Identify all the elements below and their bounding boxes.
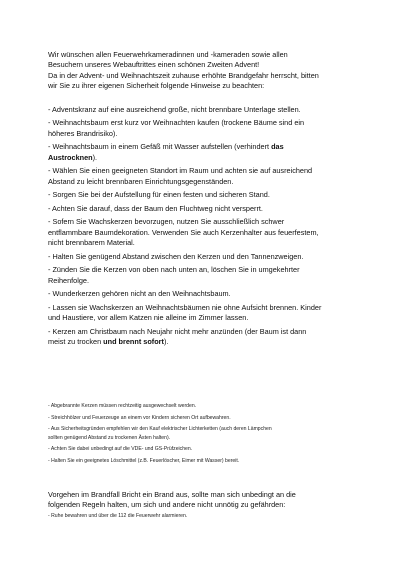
tip-standort-cont: Abstand zu leicht brennbaren Einrichtungsgegenständen. [48,176,234,186]
outro-line: Vorgehen im Brandfall Bricht ein Brand aus, sollte man sich unbedingt an die [48,490,296,499]
intro-line: wir Sie zu ihrer eigenen Sicherheit folgende Hinweise zu beachten: [48,81,265,91]
tip-wachskerzen-cont: entflammbare Baumdekoration. Verwenden Sie auch Kerzenhalter aus feuerfestem, [48,227,319,237]
tip-abstand: - Halten Sie genügend Abstand zwischen den Kerzen und den Tannenzweigen. [48,251,304,261]
intro-line: Wir wünschen allen Feuerwehrkameradinnen und -kameraden sowie allen [48,50,288,59]
small-tip: - Streichhölzer und Feuerzeuge an einem vor Kindern sicheren Ort aufbewahren. [48,414,231,421]
tip-anzuenden: - Zünden Sie die Kerzen von oben nach unten an, löschen Sie in umgekehrter [48,265,300,275]
tip-wachskerzen-cont: nicht brennbarem Material. [48,238,135,248]
intro-line: Da in der Advent- und Weihnachtszeit zuhause erhöhte Brandgefahr herrscht, bitten [48,70,319,80]
tip-standort: - Wählen Sie einen geeigneten Standort im Raum und achten sie auf ausreichend [48,166,313,176]
tip-gefaess-bold: das [271,142,284,152]
tip-neujahr-text: meist zu trocken [48,337,104,347]
tip-kaufen: - Weihnachtsbaum erst kurz vor Weihnachten kaufen (trockene Bäume sind ein [48,118,305,128]
outro-tip: - Ruhe bewahren und über die 112 die Feuerwehr alarmieren. [48,512,188,519]
tip-gefaess-text: - Weihnachtsbaum in einem Gefäß mit Wasser aufstellen (verhindert [48,142,272,152]
tip-adventskranz: - Adventskranz auf eine ausreichend große, nicht brennbare Unterlage stellen. [48,104,301,114]
tip-gefaess-cont [48,153,360,163]
small-tip: - Abgebrannte Kerzen müssen rechtzeitig ausgewechselt werden. [48,403,197,409]
tip-neujahr-cont [48,337,360,347]
tip-gefaess-end: ). [92,152,98,162]
tip-fluchtweg: - Achten Sie darauf, dass der Baum den Fluchtweg nicht versperrt. [48,203,263,213]
small-tip: - Achten Sie dabei unbedingt auf die VDE- und GS-Prüfzeichen. [48,446,193,453]
tip-neujahr: - Kerzen am Christbaum nach Neujahr nicht mehr anzünden (der Baum ist dann [48,327,307,336]
tip-gefaess-bold-2: Austrocknen [48,152,93,162]
intro-line: Besuchern unseres Webauftrittes einen schönen Zweiten Advent! [48,60,260,70]
tip-kaufen-cont: höheres Brandrisiko). [48,128,118,138]
tip-anzuenden-cont: Reihenfolge. [48,275,89,285]
tip-aufsicht-cont: und Haustiere, vor allem Katzen nie alleine im Zimmer lassen. [48,313,249,323]
tip-neujahr-bold: und brennt sofort [103,337,164,347]
outro-line: folgenden Regeln halten, um sich und andere nicht unnötig zu gefährden: [48,500,286,510]
outro-section [48,490,360,520]
main-text [48,50,360,348]
small-tip: - Halten Sie ein geeignetes Löschmittel (z.B. Feuerlöscher, Eimer mit Wasser) bereit. [48,458,240,465]
tip-stand: - Sorgen Sie bei der Aufstellung für einen festen und sicheren Stand. [48,190,270,200]
tip-gefaess [48,142,360,152]
tip-aufsicht: - Lassen sie Wachskerzen an Weihnachtsbäumen nie ohne Aufsicht brennen. Kinder [48,303,322,312]
small-tips [48,402,360,465]
tip-neujahr-end: ). [163,337,169,347]
tip-wachskerzen: - Sofern Sie Wachskerzen bevorzugen, nutzen Sie ausschließlich schwer [48,217,285,227]
small-tip-cont: sollten genügend Abstand zu trockenen Ästen halten). [48,434,171,441]
tip-wunderkerzen: - Wunderkerzen gehören nicht an den Weihnachtsbaum. [48,289,231,299]
small-tip: - Aus Sicherheitsgründen empfehlen wir den Kauf elektrischer Lichterketten (auch deren Lämpchen [48,426,272,433]
